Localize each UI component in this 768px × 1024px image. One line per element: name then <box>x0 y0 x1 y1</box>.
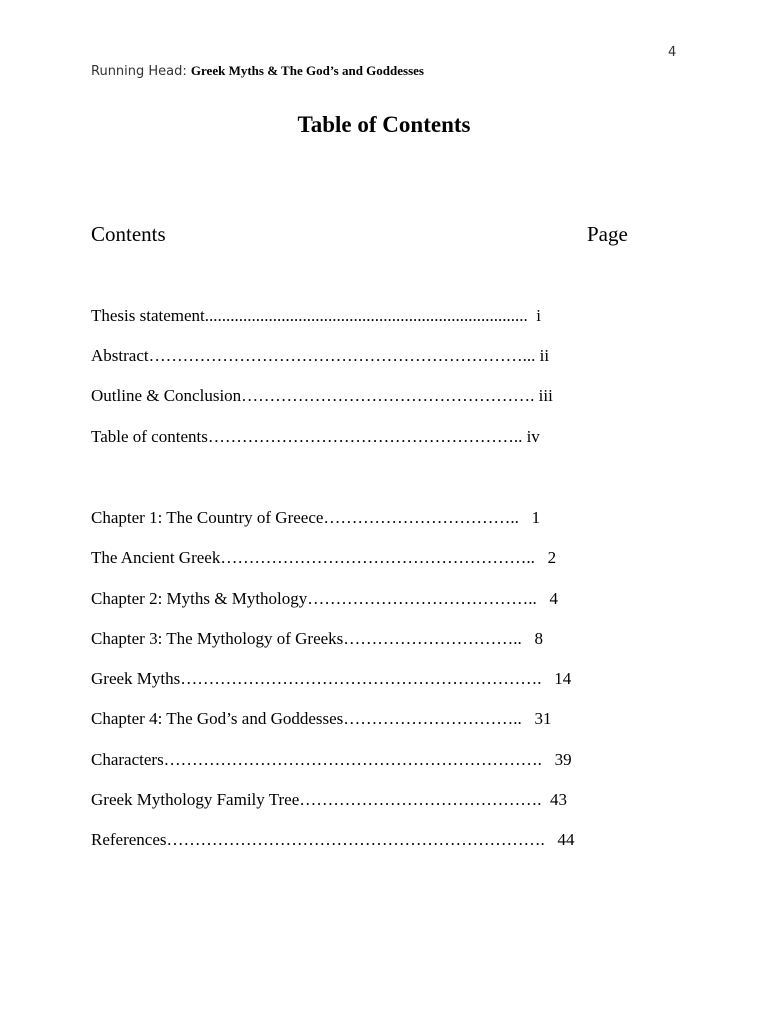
running-head <box>91 62 424 80</box>
toc-entry-abstract: Abstract…………………………………………………………... ii <box>91 346 550 365</box>
toc-entry-chapter-1: Chapter 1: The Country of Greece…………………………….. 1 <box>91 508 541 527</box>
toc-entry-references: References…………………………………………………………. 44 <box>91 830 575 849</box>
toc-entry-table-of-contents: Table of contents……………………………………………….. iv <box>91 427 540 446</box>
toc-entry-chapter-4: Chapter 4: The God’s and Goddesses………………………….. 31 <box>91 709 552 728</box>
toc-entry-ancient-greek: The Ancient Greek……………………………………………….. 2 <box>91 548 557 567</box>
toc-entry-thesis-statement: Thesis statement............................................................................ i <box>91 306 542 325</box>
toc-entry-chapter-2: Chapter 2: Myths & Mythology………………………………….. 4 <box>91 589 559 608</box>
page-column-header: Page <box>587 222 628 246</box>
toc-entry-outline-conclusion: Outline & Conclusion……………………………………………. iii <box>91 386 553 405</box>
running-head-title: Greek Myths & The God’s and Goddesses <box>190 63 424 78</box>
toc-entry-family-tree: Greek Mythology Family Tree……………………………………. 43 <box>91 790 567 809</box>
running-head-label: Running Head: <box>91 64 191 79</box>
page-number: 4 <box>668 45 677 60</box>
toc-entry-greek-myths: Greek Myths………………………………………………………. 14 <box>91 669 572 688</box>
toc-entry-chapter-3: Chapter 3: The Mythology of Greeks………………………….. 8 <box>91 629 544 648</box>
document-title: Table of Contents <box>297 112 471 137</box>
toc-entry-characters: Characters…………………………………………………………. 39 <box>91 750 572 769</box>
contents-column-header: Contents <box>91 222 166 246</box>
